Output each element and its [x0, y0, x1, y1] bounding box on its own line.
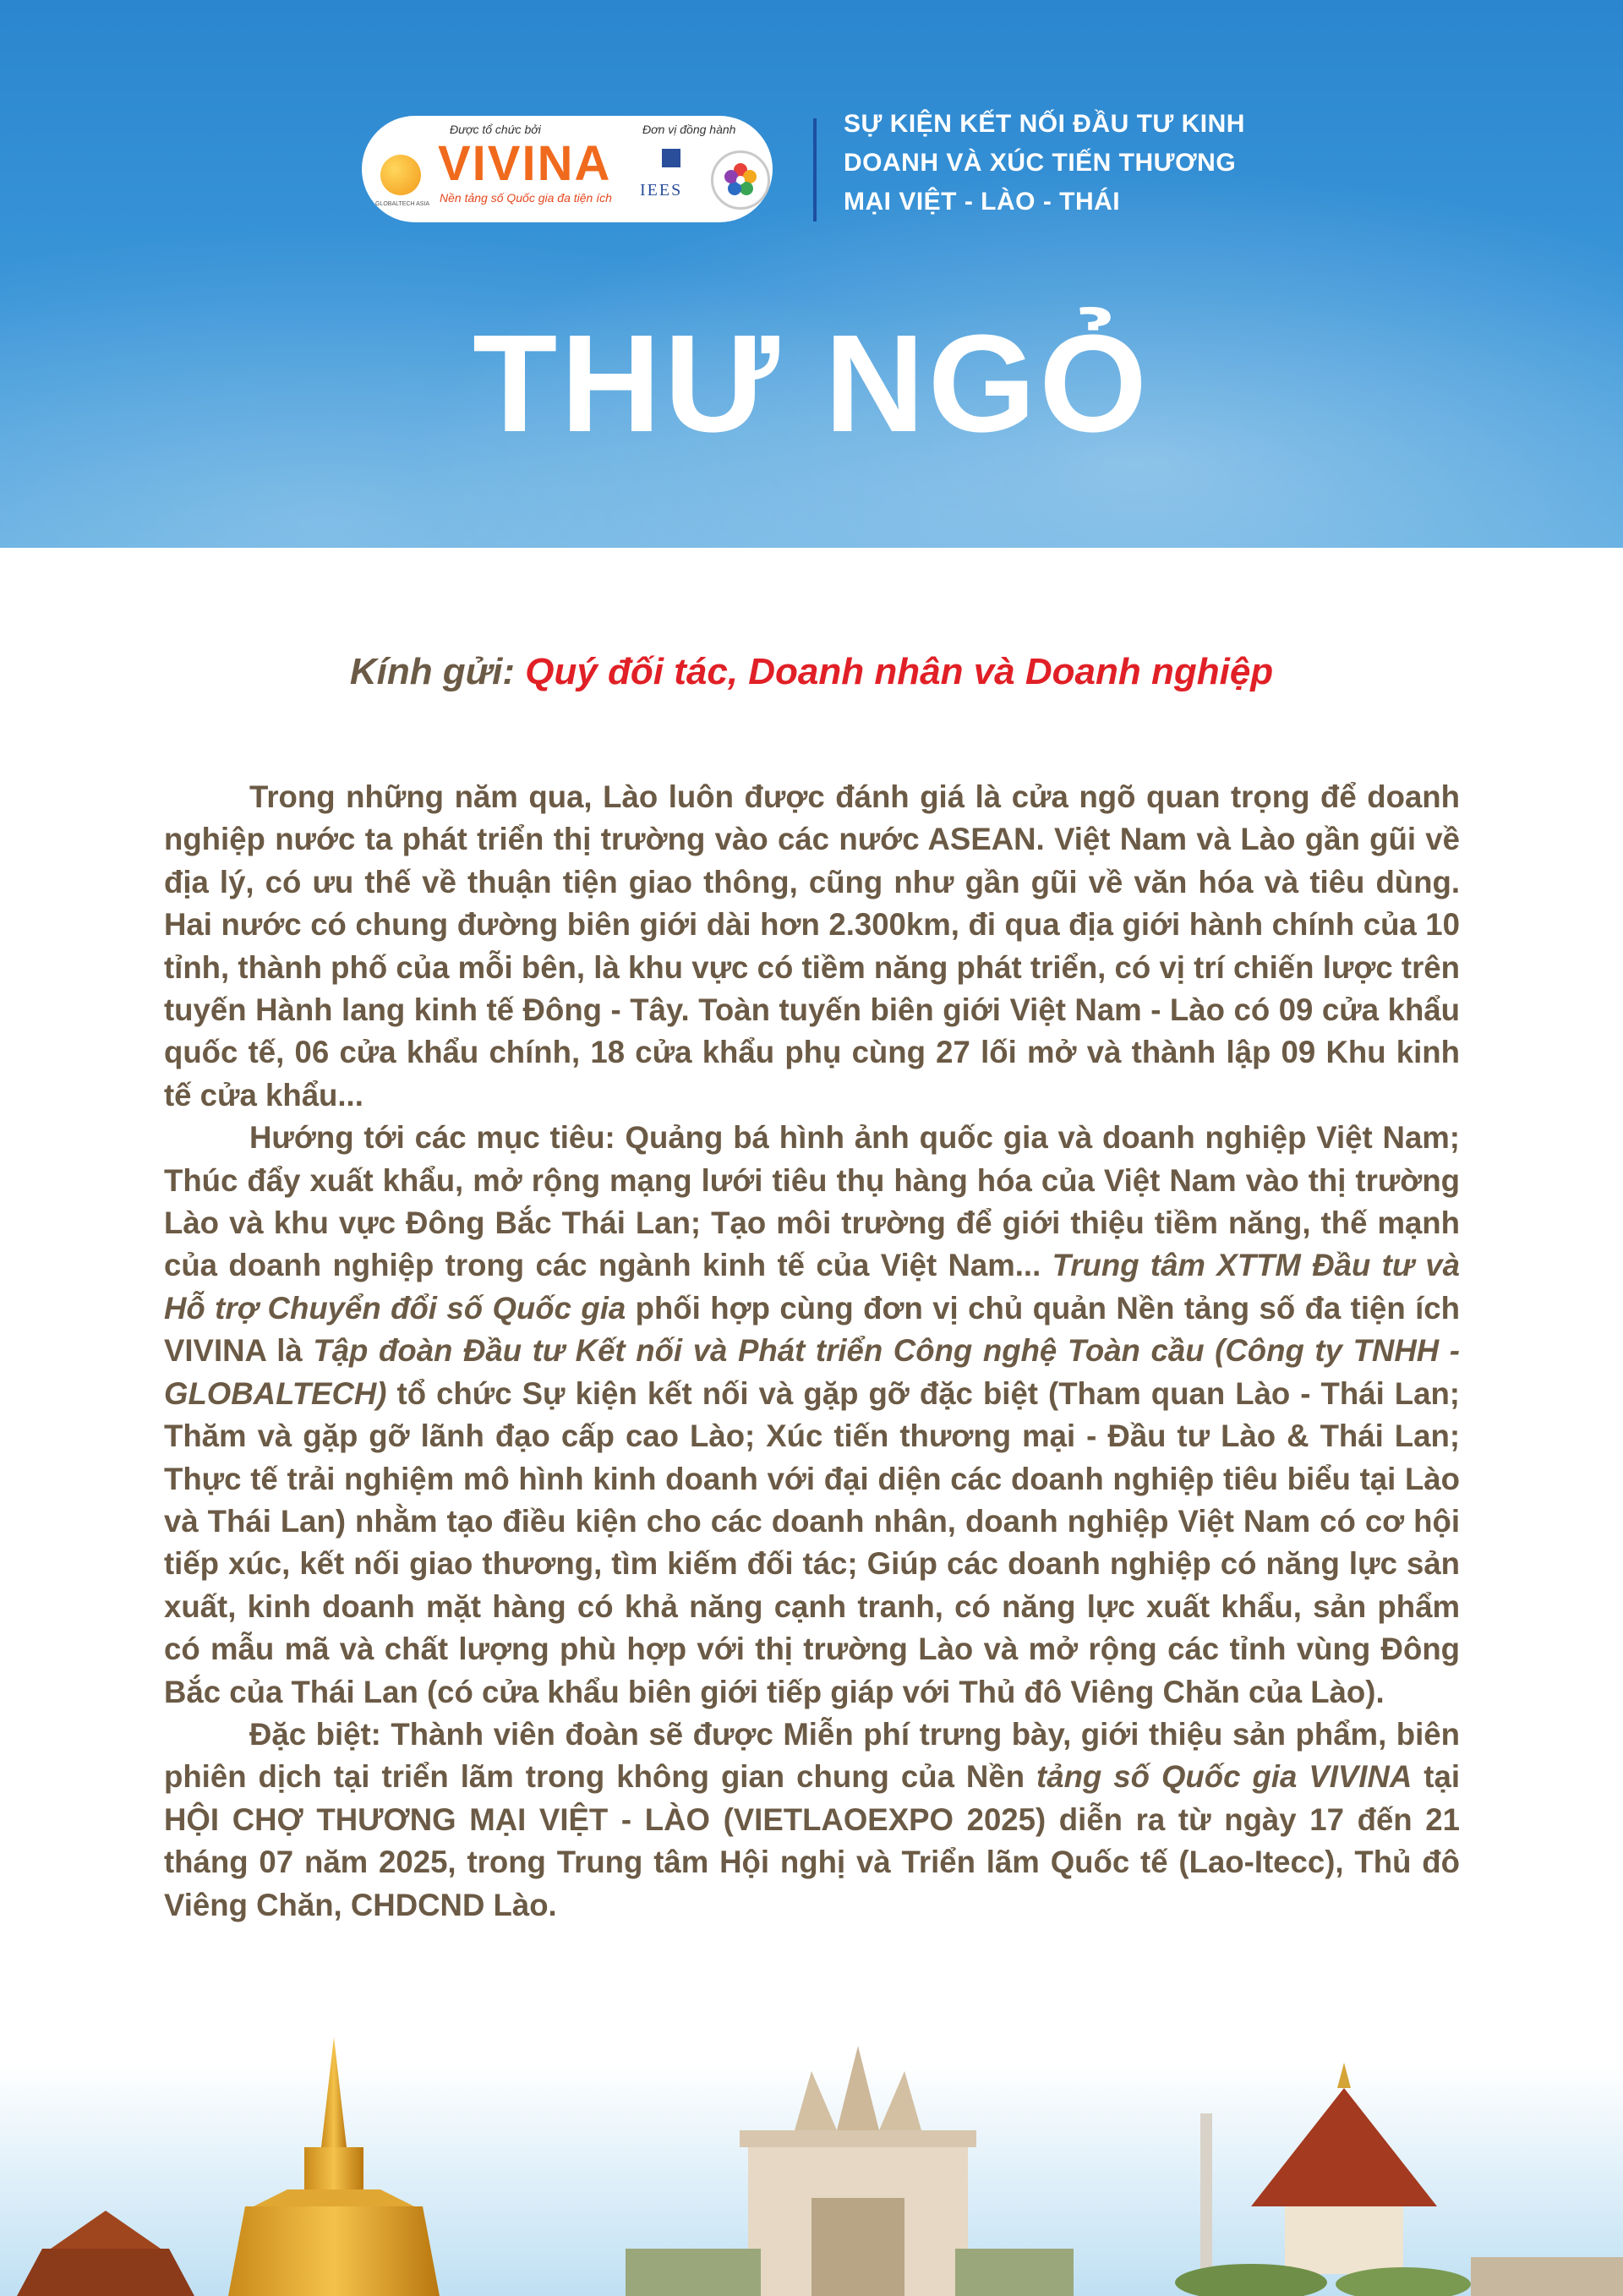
iees-logo: IEES: [640, 181, 683, 200]
paragraph-2: [164, 1117, 1460, 1714]
paragraph-1: Trong những năm qua, Lào luôn được đánh giá là cửa ngõ quan trọng để doanh nghiệp nước ta phát triển thị trường vào các nước ASEAN. Việt Nam và Lào gần gũi về địa lý, có ưu thế về thuận tiện giao thông, cũng như gần gũi về văn hóa và tiêu dùng. Hai nước có chung đường biên giới dài hơn 2.300km, đi qua địa giới hành chính của 10 tỉnh, thành phố của mỗi bên, là khu vực có tiềm năng phát triển, có vị trí chiến lược trên tuyến Hành lang kinh tế Đông - Tây. Toàn tuyến biên giới Việt Nam - Lào có 09 cửa khẩu quốc tế, 06 cửa khẩu chính, 18 cửa khẩu phụ cùng 27 lối mở và thành lập 09 Khu kinh tế cửa khẩu...: [164, 779, 1460, 1112]
iees-logo-icon: [662, 149, 680, 167]
organized-by-label: Được tổ chức bởi: [450, 123, 541, 136]
p3-text-a: Đặc biệt: Thành viên đoàn sẽ được Miễn phí trưng bày, giới thiệu sản phẩm, biên phiên dịch tại triển lãm trong không gian chung của Nền: [164, 1716, 1460, 1795]
p3-text-c: tại HỘI CHỢ THƯƠNG MẠI VIỆT - LÀO (VIETLAOEXPO 2025) diễn ra từ ngày 17 đến 21 tháng 07 năm 2025, trong Trung tâm Hội nghị và Triển lãm Quốc tế (Lao-Itecc), Thủ đô Viêng Chăn, CHDCND Lào.: [164, 1759, 1460, 1922]
p3-platform: tảng số Quốc gia VIVINA: [1036, 1759, 1413, 1795]
greeting: [0, 651, 1623, 693]
partner-flower-icon: [711, 150, 770, 210]
header-divider: [813, 118, 817, 221]
letter-body: [164, 776, 1460, 1927]
greeting-recipients: Quý đối tác, Doanh nhân và Doanh nghiệp: [525, 651, 1274, 692]
paragraph-3: [164, 1714, 1460, 1927]
globaltech-globe-icon: [380, 155, 421, 195]
landmarks-illustration: [0, 2037, 1623, 2296]
p2-text-c: phối hợp cùng đơn vị chủ quản Nền tảng số đa tiện ích VIVINA là: [164, 1290, 1460, 1369]
event-title-line-2: DOANH VÀ XÚC TIẾN THƯƠNG: [844, 149, 1237, 177]
companion-label: Đơn vị đồng hành: [642, 123, 736, 136]
vivina-logo: VIVINA: [438, 136, 612, 191]
event-title-line-3: MẠI VIỆT - LÀO - THÁI: [844, 188, 1121, 216]
p2-text-e: tổ chức Sự kiện kết nối và gặp gỡ đặc biệt (Tham quan Lào - Thái Lan; Thăm và gặp gỡ lãnh đạo cấp cao Lào; Xúc tiến thương mại - Đầu tư Lào & Thái Lan; Thực tế trải nghiệm mô hình kinh doanh với đại diện các doanh nghiệp tiêu biểu tại Lào và Thái Lan) nhằm tạo điều kiện cho các doanh nhân, doanh nghiệp Việt Nam có cơ hội tiếp xúc, kết nối giao thương, tìm kiếm đối tác; Giúp các doanh nghiệp có năng lực sản xuất, kinh doanh mặt hàng có khả năng cạnh tranh, có năng lực xuất khẩu, sản phẩm có mẫu mã và chất lượng phù hợp với thị trường Lào và mở rộng các tỉnh vùng Đông Bắc của Thái Lan (có cửa khẩu biên giới tiếp giáp với Thủ đô Viêng Chăn của Lào).: [164, 1375, 1460, 1709]
globaltech-label: GLOBALTECH ASIA: [375, 201, 430, 207]
p2-group-name: Tập đoàn Đầu tư Kết nối và Phát triển Công nghệ Toàn cầu (Công ty TNHH - GLOBALTECH): [164, 1333, 1460, 1411]
vivina-tagline: Nền tảng số Quốc gia đa tiện ích: [440, 191, 612, 205]
event-title-line-1: SỰ KIỆN KẾT NỐI ĐẦU TƯ KINH: [844, 110, 1245, 138]
greeting-label: Kính gửi:: [349, 651, 515, 692]
p2-text-a: Hướng tới các mục tiêu: Quảng bá hình ảnh quốc gia và doanh nghiệp Việt Nam; Thúc đẩy xuất khẩu, mở rộng mạng lưới tiêu thụ hàng hóa của Việt Nam vào thị trường Lào và khu vực Đông Bắc Thái Lan; Tạo môi trường để giới thiệu tiềm năng, thế mạnh của doanh nghiệp trong các ngành kinh tế của Việt Nam...: [164, 1120, 1460, 1283]
hero-banner: [0, 0, 1623, 548]
p2-organizer: Trung tâm XTTM Đầu tư và Hỗ trợ Chuyển đổi số Quốc gia: [164, 1248, 1460, 1326]
page-title: THƯ NGỎ: [473, 306, 1150, 461]
